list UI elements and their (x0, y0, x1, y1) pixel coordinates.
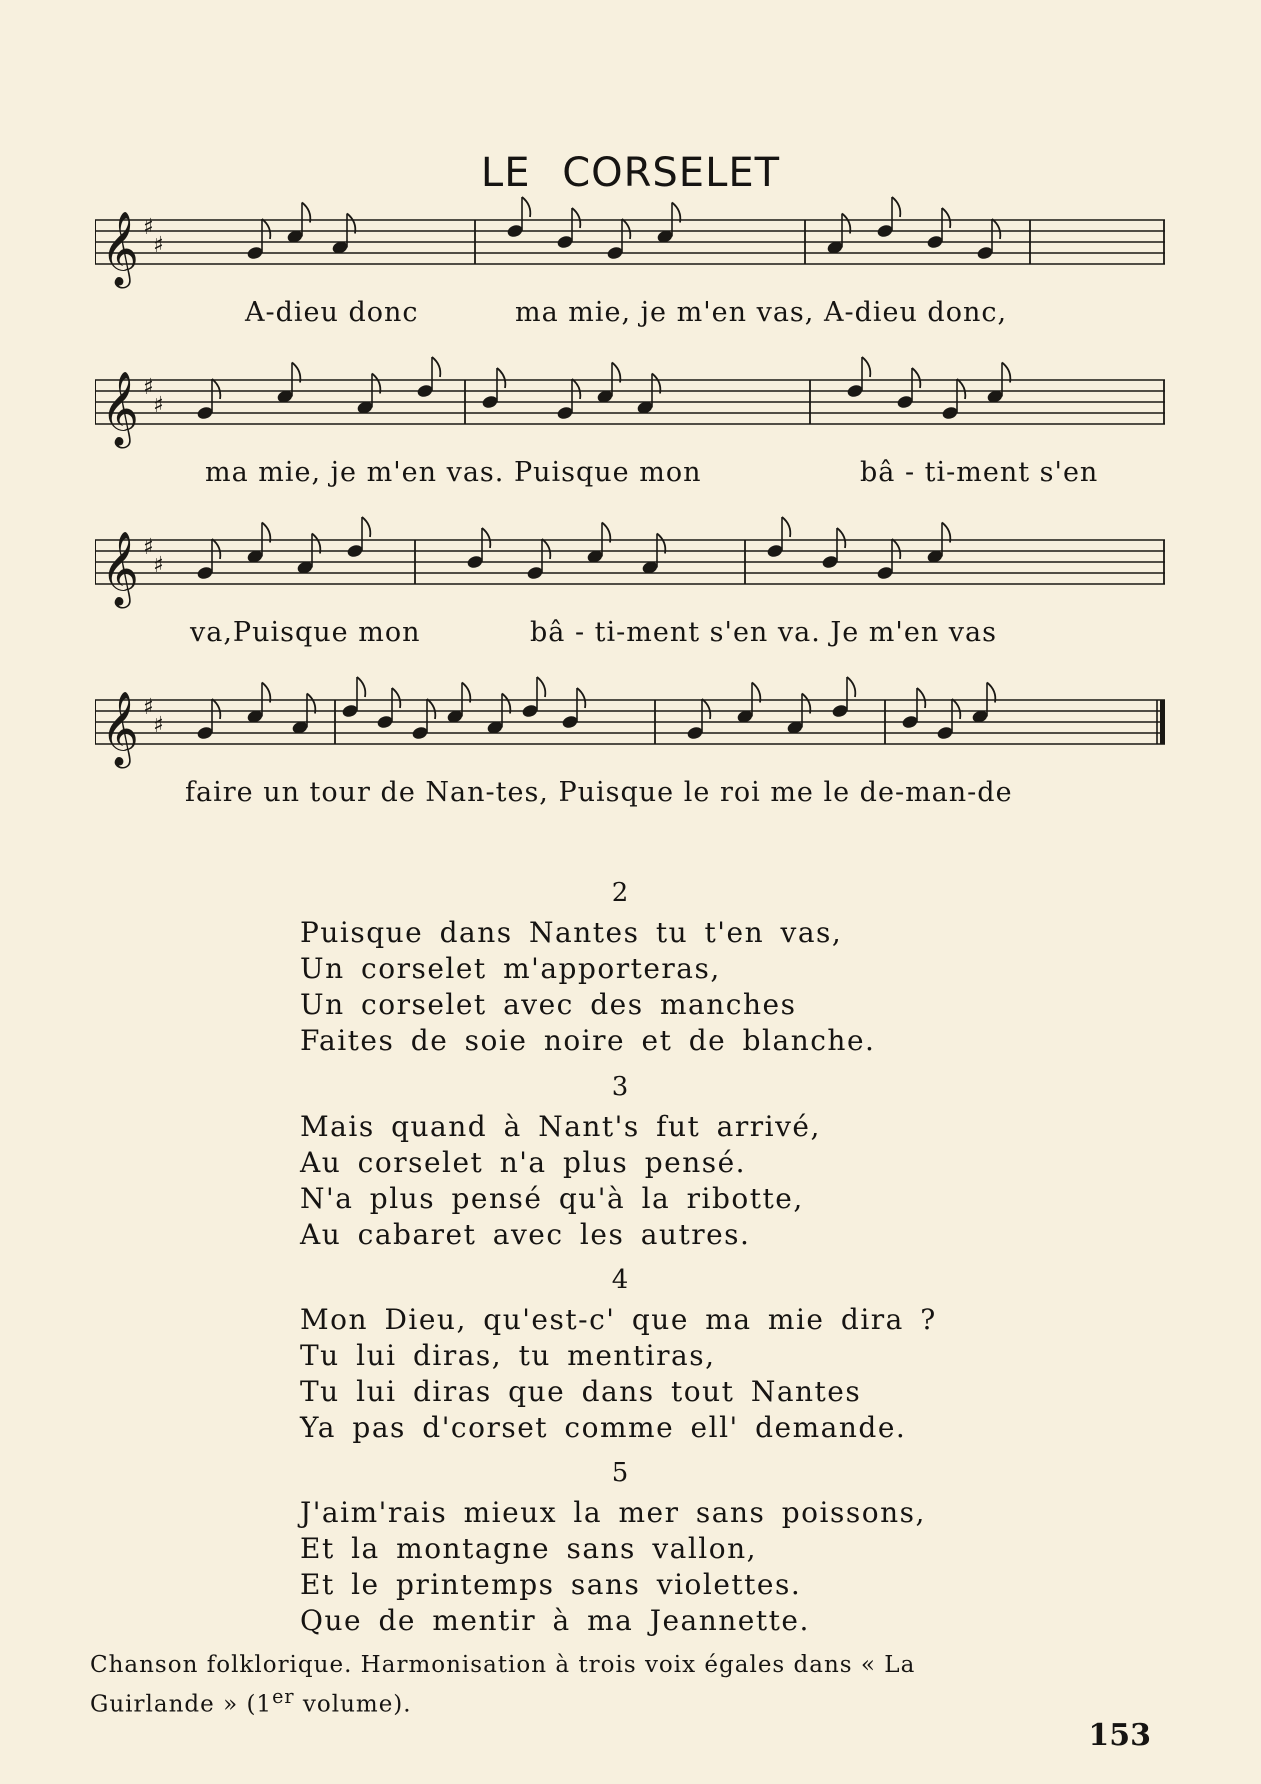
note-flag (622, 219, 630, 239)
note-flag (212, 699, 220, 719)
verse-line: Et la montagne sans vallon, (300, 1532, 758, 1565)
note-flag (482, 528, 490, 548)
lyric-2a: ma mie, je m'en vas. Puisque mon (205, 457, 702, 488)
note-flag (862, 357, 870, 377)
note-flag (572, 379, 580, 399)
footnote (90, 1650, 1170, 1721)
page-title: LE CORSELET (480, 150, 781, 196)
sharp-icon: ♯ (143, 215, 154, 240)
sharp-icon: ♯ (143, 375, 154, 400)
lyric-1a: A-dieu donc (245, 297, 419, 328)
staff-1 (95, 185, 1165, 295)
staff-2 (95, 345, 1165, 455)
verse-line: N'a plus pensé qu'à la ribotte, (300, 1182, 804, 1215)
note-flag (992, 219, 1000, 239)
note-flag (537, 677, 545, 697)
note-flag (357, 677, 365, 697)
staff-3 (95, 505, 1165, 615)
treble-clef-icon: 𝄞 (101, 532, 139, 606)
footnote-text: Guirlande » (1 (90, 1691, 273, 1718)
staff-4 (95, 665, 1165, 775)
sharp-icon: ♯ (143, 535, 154, 560)
footnote-text: volume). (294, 1691, 412, 1718)
sharp-icon: ♯ (153, 713, 164, 738)
verse-number: 2 (611, 878, 629, 908)
note-flag (427, 699, 435, 719)
note-flag (497, 368, 505, 388)
note-flag (837, 528, 845, 548)
note-flag (362, 517, 370, 537)
verse-line: Un corselet m'apporteras, (300, 952, 721, 985)
sharp-icon: ♯ (153, 393, 164, 418)
footnote-superscript: er (272, 1685, 295, 1708)
note-flag (212, 539, 220, 559)
note-flag (702, 699, 710, 719)
note-flag (952, 699, 960, 719)
treble-clef-icon: 𝄞 (101, 372, 139, 446)
music-system-4 (95, 665, 1165, 815)
verse-line: Un corselet avec des manches (300, 988, 797, 1021)
note-flag (577, 688, 585, 708)
verse-line: Mais quand à Nant's fut arrivé, (300, 1110, 821, 1143)
note-flag (942, 208, 950, 228)
note-flag (917, 688, 925, 708)
verse-number: 4 (611, 1265, 629, 1295)
note-flag (542, 539, 550, 559)
verse-line: Ya pas d'corset comme ell' demande. (300, 1411, 907, 1444)
page-number: 153 (1088, 1718, 1151, 1753)
verse-line: Que de mentir à ma Jeannette. (300, 1604, 810, 1637)
note-flag (782, 517, 790, 537)
lyric-2b: bâ - ti-ment s'en (860, 457, 1099, 488)
lyric-3a: va,Puisque mon (190, 617, 421, 648)
note-flag (212, 379, 220, 399)
verse-line: Tu lui diras que dans tout Nantes (300, 1375, 862, 1408)
music-system-1 (95, 185, 1165, 335)
verse-line: Au corselet n'a plus pensé. (300, 1146, 747, 1179)
note-flag (522, 197, 530, 217)
verse-line: J'aim'rais mieux la mer sans poissons, (300, 1496, 926, 1529)
verse-number: 3 (611, 1072, 629, 1102)
lyric-4a: faire un tour de Nan-tes, Puisque le roi me le de-man-de (185, 777, 1013, 808)
footnote-line-2 (90, 1681, 1170, 1721)
treble-clef-icon: 𝄞 (101, 692, 139, 766)
note-flag (892, 539, 900, 559)
note-flag (912, 368, 920, 388)
note-flag (957, 379, 965, 399)
sharp-icon: ♯ (143, 695, 154, 720)
music-system-3 (95, 505, 1165, 655)
note-flag (892, 197, 900, 217)
verse-line: Et le printemps sans violettes. (300, 1568, 802, 1601)
final-barline (1160, 700, 1165, 744)
footnote-line-1: Chanson folklorique. Harmonisation à trois voix égales dans « La (90, 1652, 916, 1678)
treble-clef-icon: 𝄞 (101, 212, 139, 286)
sharp-icon: ♯ (153, 233, 164, 258)
note-flag (262, 219, 270, 239)
note-flag (392, 688, 400, 708)
music-system-2 (95, 345, 1165, 495)
lyric-3b: bâ - ti-ment s'en va. Je m'en vas (530, 617, 997, 648)
verse-line: Tu lui diras, tu mentiras, (300, 1339, 716, 1372)
verse-line: Puisque dans Nantes tu t'en vas, (300, 916, 843, 949)
note-flag (847, 677, 855, 697)
verse-line: Mon Dieu, qu'est-c' que ma mie dira ? (300, 1303, 937, 1336)
verse-line: Faites de soie noire et de blanche. (300, 1024, 876, 1057)
verse-number: 5 (611, 1458, 629, 1488)
sharp-icon: ♯ (153, 553, 164, 578)
note-flag (572, 208, 580, 228)
lyric-1b: ma mie, je m'en vas, A-dieu donc, (515, 297, 1008, 328)
note-flag (432, 357, 440, 377)
verse-line: Au cabaret avec les autres. (300, 1218, 751, 1251)
